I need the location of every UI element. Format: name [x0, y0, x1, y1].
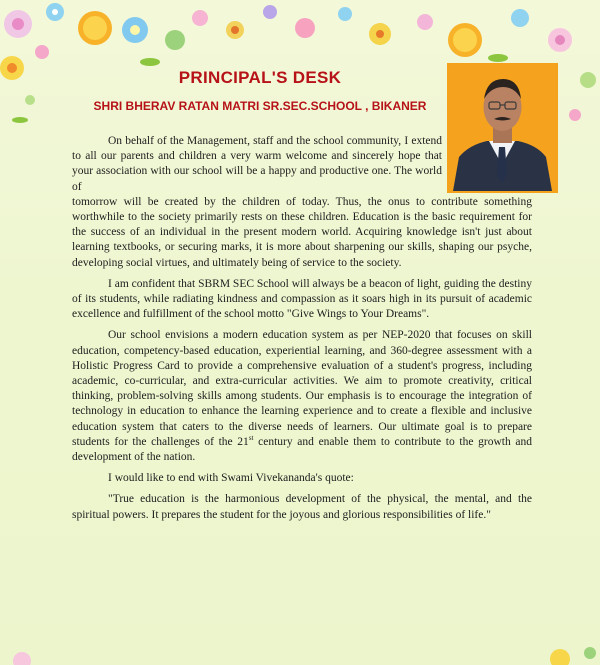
quote: "True education is the harmonious development of the physical, the mental, and the spiritual powers. It prepares the student for the joyous and glorious responsibilities of life."	[72, 493, 532, 521]
sun-icon	[78, 11, 482, 57]
paragraph-3-b: century and enable them to contribute to the growth and development of the nation.	[72, 435, 532, 464]
page-title: PRINCIPAL'S DESK	[178, 68, 342, 87]
letter-body	[72, 134, 532, 529]
paragraph-4: I would like to end with Swami Vivekananda's quote:	[108, 472, 354, 485]
paragraph-2: I am confident that SBRM SEC School will always be a beacon of light, guiding the destiny of its students, while radiating kindness and compassion as it soars high in its pursuit of academic excellence and fulfillment of the school motto "Give Wings to Your Dreams".	[72, 277, 532, 321]
school-name: SHRI BHERAV RATAN MATRI SR.SEC.SCHOOL , BIKANER	[93, 99, 427, 113]
paragraph-3-a: Our school envisions a modern education system as per NEP-2020 that focuses on skill education, competency-based education, experiential learning, and 360-degree assessment with a Holistic Progress Card to provide a comprehensive evaluation of a student's progress, including academic, co-curricular, and extra-curricular activities. We aim to promote creativity, critical thinking, problem-solving skills among students. Our emphasis is to encourage the integration of technology in education to enhance the learning experience and to create a flexible and inclusive education system that caters to the diverse needs of learners. Our ultimate goal is to prepare students for the challenges of the 21	[72, 329, 532, 448]
ordinal-suffix: st	[248, 434, 254, 443]
paragraph-1-rest: tomorrow will be created by the children of today. Thus, the onus to contribute something worthwhile to the society primarily rests on these children. Education is the basic requirement for the success of an individual in the present modern world. Acquiring knowledge isn't just about learning textbooks, or securing marks, it is more about sharpening our skills, shaping our psyche, developing social virtues, and ultimately being of service to the society.	[72, 195, 532, 269]
bottom-flowers	[0, 635, 600, 665]
paragraph-1-top: On behalf of the Management, staff and the school community, I extend to all our parents and children a very warm welcome and sincerely hope that your association with our school will be a happy and productive one. The world of	[72, 135, 442, 193]
paragraph-3	[72, 328, 532, 465]
